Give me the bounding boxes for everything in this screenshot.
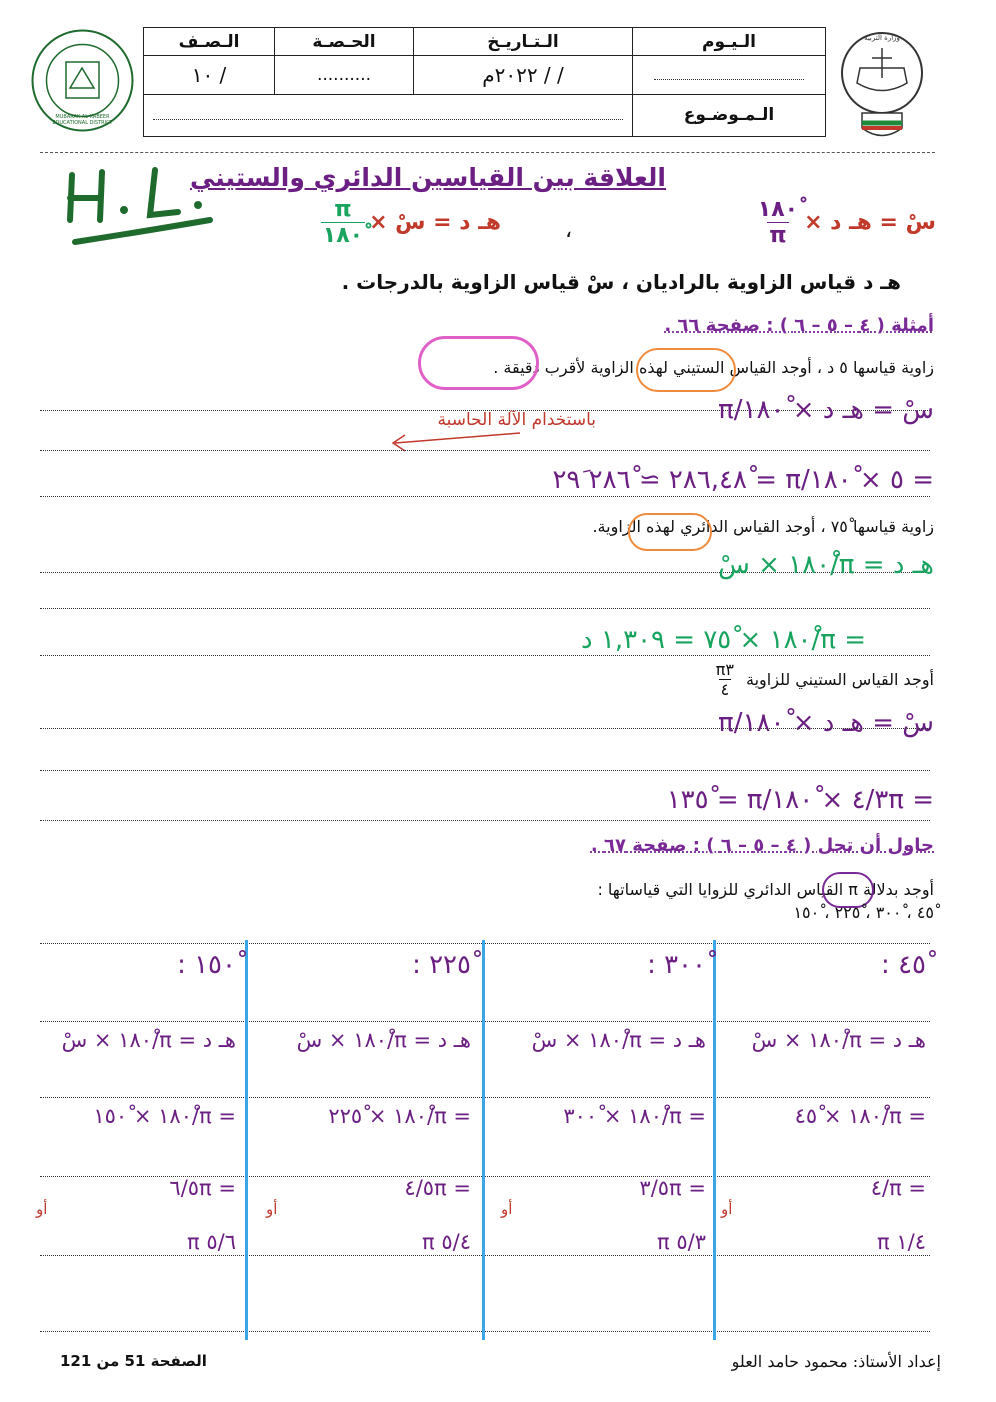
question-3	[710, 660, 934, 699]
answer-line	[40, 1255, 930, 1256]
column-divider	[482, 940, 485, 1340]
question-1: زاوية قياسها ٥ د ، أوجد القياس الستيني لهذه الزاوية لأقرب دقيقة .	[493, 358, 934, 377]
answer-line	[40, 608, 930, 609]
answer-line	[40, 1331, 930, 1332]
try-heading: حاول أن تحل ( ٤ – ٥ – ٦ ) : صفحة ٦٧ .	[590, 835, 934, 856]
header-divider	[40, 152, 935, 153]
column-formula: هـ د = π/١٨٠ْ × سْ	[61, 1028, 236, 1052]
answer-line	[40, 770, 930, 771]
column-result: = ٥π/٣	[639, 1176, 706, 1200]
q2-work-step2: = π/١٨٠ْ × ٧٥ْ = ١,٣٠٩ د	[581, 625, 866, 655]
answer-column	[36, 950, 236, 1254]
column-final: ٥/٤ π	[422, 1230, 471, 1254]
highlight-circle-orange	[636, 348, 736, 392]
column-formula: هـ د = π/١٨٠ْ × سْ	[296, 1028, 471, 1052]
try-question: أوجد بدلالة π القياس الدائري للزوايا التي قياساتها :	[597, 880, 934, 899]
column-head: ٤٥ْ :	[881, 950, 926, 980]
formula1-lhs: سْ = هـ د ×	[804, 210, 936, 235]
q3-work-step2: = ٣π/٤ × ١٨٠ْ/π = ١٣٥ْ	[666, 785, 934, 815]
formula1-den: π	[769, 223, 787, 248]
column-head: ٢٢٥ْ :	[412, 950, 471, 980]
answer-line	[40, 728, 930, 729]
q1-work-step1: سْ = هـ د × ١٨٠ْ/π	[718, 395, 934, 425]
formula-separator: ،	[565, 218, 573, 243]
column-final: ٥/٦ π	[187, 1230, 236, 1254]
question-3-text: أوجد القياس الستيني للزاوية	[746, 670, 934, 689]
signature-text	[60, 160, 62, 161]
column-head: ٣٠٠ْ :	[647, 950, 706, 980]
column-formula: هـ د = π/١٨٠ْ × سْ	[531, 1028, 706, 1052]
footer-author: إعداد الأستاذ: محمود حامد العلو	[731, 1352, 941, 1371]
answer-line	[40, 496, 930, 497]
column-result: = ٥π/٦	[169, 1176, 236, 1200]
q1-calculator-note: باستخدام الآلة الحاسبة	[437, 410, 596, 430]
subject-value[interactable]	[144, 94, 633, 136]
ministry-emblem	[832, 28, 932, 148]
column-final: ٥/٣ π	[657, 1230, 706, 1254]
answer-line	[40, 655, 930, 656]
day-value[interactable]	[633, 56, 826, 94]
column-divider	[245, 940, 248, 1340]
column-substitution: = π/١٨٠ْ × ١٥٠ْ	[93, 1104, 236, 1128]
period-label: الحـصـة	[275, 28, 414, 56]
highlight-cloud-pink	[418, 336, 539, 390]
answer-line	[40, 820, 930, 821]
answer-column	[721, 950, 926, 1254]
column-result: = π/٤	[870, 1176, 926, 1200]
class-label: الـصـف	[144, 28, 275, 56]
q3-frac-num: π٣	[715, 660, 735, 679]
column-result: = ٥π/٤	[404, 1176, 471, 1200]
column-alt: أو	[721, 1200, 733, 1218]
formula1-num: ١٨٠ْ	[757, 197, 799, 222]
question-2: زاوية قياسها ٧٥ْ ، أوجد القياس الدائري لهذه الزاوية.	[592, 517, 934, 536]
column-alt: أو	[266, 1200, 278, 1218]
q2-work-step1: هـ د = π/١٨٠ْ × سْ	[718, 550, 934, 580]
column-substitution: = π/١٨٠ْ × ٢٢٥ْ	[328, 1104, 471, 1128]
column-substitution: = π/١٨٠ْ × ٤٥ْ	[794, 1104, 926, 1128]
column-final: ١/٤ π	[877, 1230, 926, 1254]
formula-radians	[317, 197, 501, 248]
examples-heading: أمثلة ( ٤ – ٥ – ٦ ) : صفحة ٦٦ .	[664, 315, 934, 336]
answer-column	[501, 950, 706, 1254]
day-label: الـيـوم	[633, 28, 826, 56]
page-title: العلاقة بين القياسين الدائري والستيني	[190, 163, 666, 192]
column-alt: أو	[36, 1200, 48, 1218]
column-substitution: = π/١٨٠ْ × ٣٠٠ْ	[563, 1104, 706, 1128]
class-value[interactable]: / ١٠	[144, 56, 275, 94]
formula2-den: ١٨٠ْ	[322, 223, 364, 248]
footer-page-number: الصفحة 51 من 121	[60, 1352, 207, 1370]
q1-work-step2: = ٥ × ١٨٠ْ/π = ٢٨٦,٤٨ْ ≃ ٢٨٦ْ ٢٩َ	[552, 465, 934, 495]
definitions-line: هـ د قياس الزاوية بالراديان ، سْ قياس الزاوية بالدرجات .	[341, 270, 901, 294]
column-formula: هـ د = π/١٨٠ْ × سْ	[751, 1028, 926, 1052]
header-table	[143, 27, 826, 137]
try-values: ٤٥ْ ، ٣٠٠ْ ، ٢٢٥ْ ، ١٥٠ْ	[793, 903, 934, 922]
period-value[interactable]: ..........	[275, 56, 414, 94]
formula2-num: π	[334, 197, 352, 222]
school-logo-text: MUBARAK AL-KABEER EDUCATIONAL DISTRICT	[52, 114, 113, 126]
answer-column	[266, 950, 471, 1254]
highlight-circle-orange	[628, 513, 712, 551]
date-label: الـتـاريـخ	[414, 28, 633, 56]
formula2-lhs: هـ د = سْ ×	[369, 210, 501, 235]
school-logo	[30, 28, 135, 133]
subject-label: الـمـوضـوع	[633, 94, 826, 136]
formula-degrees	[752, 197, 936, 248]
ministry-emblem-text: وزارة التربية	[864, 34, 900, 42]
q3-frac-den: ٤	[720, 680, 730, 699]
column-alt: أو	[501, 1200, 513, 1218]
date-value[interactable]: / / ٢٠٢٢م	[414, 56, 633, 94]
column-head: ١٥٠ْ :	[177, 950, 236, 980]
q3-work-step1: سْ = هـ د × ١٨٠ْ/π	[718, 708, 934, 738]
answer-line	[40, 943, 930, 944]
column-divider	[713, 940, 716, 1340]
answer-line	[40, 450, 930, 451]
